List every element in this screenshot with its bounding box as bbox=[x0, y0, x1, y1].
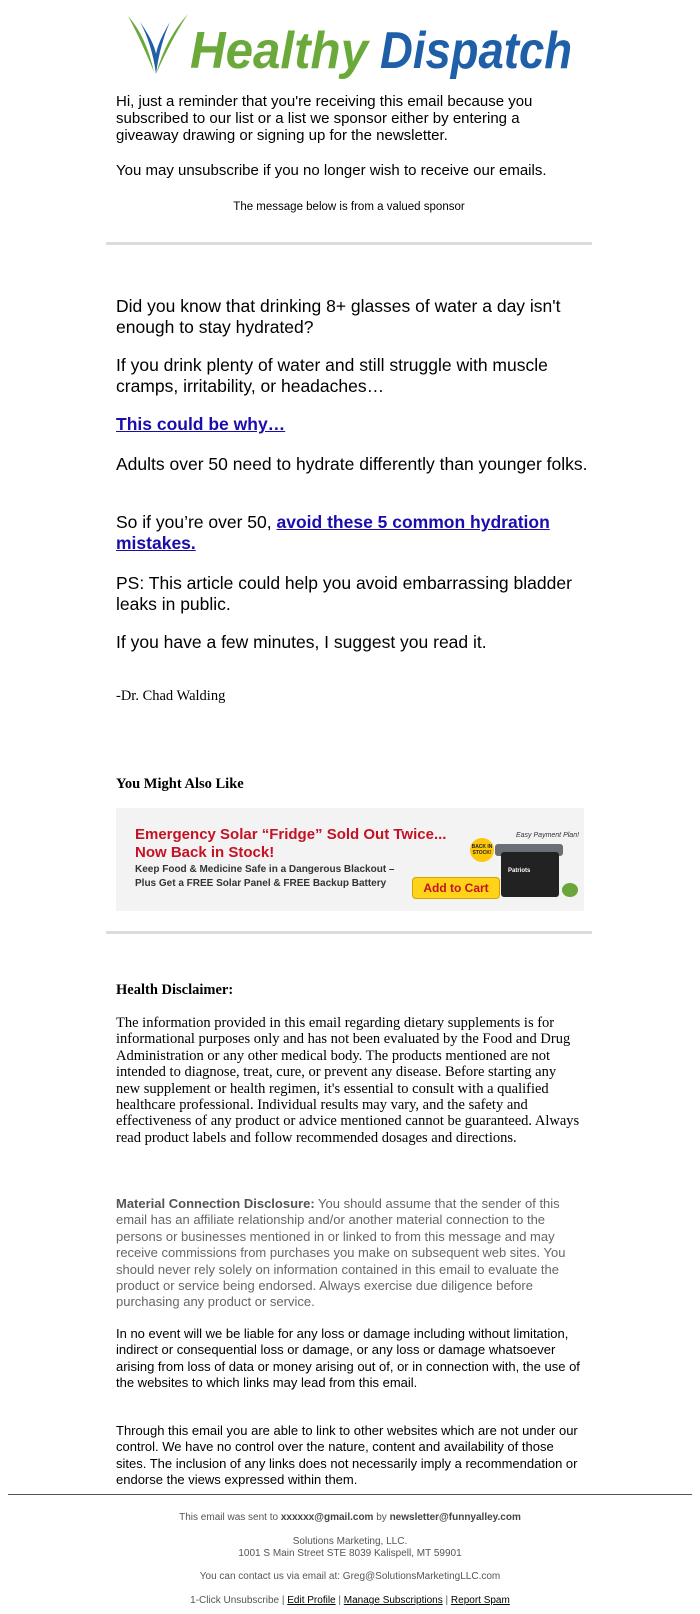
logo-mark bbox=[126, 8, 576, 86]
footer-by: by bbox=[376, 1512, 387, 1523]
message-link-line bbox=[116, 414, 596, 435]
report-spam-link[interactable]: Report Spam bbox=[450, 1595, 510, 1606]
health-disclaimer-body: The information provided in this email regarding dietary supplements is for informational purposes only and has not been evaluated by the Food and Drug Administration or any other medical body. The products mentioned are not intended to diagnose, treat, cure, or prevent any disease. Before starting any new supplement or health regimen, it's essential to consult with a qualified healthcare professional. Individual results may vary, and the safety and effectiveness of any product or advice mentioned cannot be guaranteed. Always read product labels and follow recommended dosages and directions. bbox=[116, 1015, 580, 1146]
manage-subscriptions-link[interactable]: Manage Subscriptions bbox=[343, 1595, 443, 1606]
material-disclosure-text: You should assume that the sender of this email has an affiliate relationship and/or another material connection to the persons or businesses mentioned in or linked to from this message and may receive commissions from purchases you make on subsequent web sites. You should never rely solely on information contained in this email to evaluate the product or service being endorsed. Always exercise due diligence before purchasing any product or service. bbox=[116, 1196, 566, 1310]
message-line-4-prefix: So if you’re over 50, bbox=[116, 512, 272, 532]
one-click-unsubscribe[interactable]: 1-Click Unsubscribe bbox=[190, 1595, 280, 1606]
footer-sep-1: | bbox=[281, 1595, 285, 1606]
intro-block bbox=[116, 93, 581, 179]
footer-sep-2: | bbox=[338, 1595, 341, 1606]
footer-recipient: xxxxxx@gmail.com bbox=[280, 1512, 374, 1523]
message-ps: PS: This article could help you avoid embarrassing bladder leaks in public. bbox=[116, 573, 572, 614]
logo-word-dispatch: Dispatch bbox=[380, 22, 572, 80]
message-line-4 bbox=[116, 512, 596, 554]
footer-address: 1001 S Main Street STE 8039 Kalispell, MT 59901 bbox=[238, 1548, 462, 1559]
signoff: -Dr. Chad Walding bbox=[116, 688, 226, 704]
footer-contact: You can contact us via email at: Greg@SolutionsMarketingLLC.com bbox=[199, 1571, 501, 1582]
banner-payment-plan: Easy Payment Plan! bbox=[516, 832, 580, 839]
produce-image bbox=[562, 883, 578, 897]
footer-sent-prefix: This email was sent to bbox=[179, 1512, 279, 1523]
fridge-image bbox=[501, 852, 559, 897]
logo bbox=[126, 8, 576, 86]
footer-sep-3: | bbox=[445, 1595, 449, 1606]
this-could-be-why-link[interactable]: This could be why… bbox=[116, 414, 286, 434]
fridge-brand: Patriots bbox=[508, 868, 531, 874]
footer-links bbox=[0, 1595, 700, 1606]
banner-headline bbox=[135, 826, 446, 862]
liability-note: In no event will we be liable for any loss or damage including without limitation, indirect or consequential loss or damage, or any loss or damage whatsoever arising from loss of data or money arising out of, or in connection with, the use of the websites to which links may lead from this email. bbox=[116, 1326, 580, 1391]
message-line-2: If you drink plenty of water and still struggle with muscle cramps, irritability, or headaches… bbox=[116, 355, 548, 396]
message-line-6: If you have a few minutes, I suggest you read it. bbox=[116, 632, 487, 652]
sponsor-note: The message below is from a valued sponsor bbox=[233, 201, 465, 213]
message-line-3: Adults over 50 need to hydrate differently than younger folks. bbox=[116, 454, 588, 474]
hydration-mistakes-link[interactable]: avoid these 5 common hydration mistakes. bbox=[116, 512, 550, 553]
footer-sent-to bbox=[0, 1512, 700, 1523]
intro-reminder: Hi, just a reminder that you're receiving this email because you subscribed to our list or a list we sponsor either by entering a giveaway drawing or signing up for the newsletter. bbox=[116, 93, 533, 144]
message-line-1: Did you know that drinking 8+ glasses of water a day isn't enough to stay hydrated? bbox=[116, 296, 561, 337]
sponsor-banner[interactable] bbox=[116, 808, 584, 911]
also-like-title: You Might Also Like bbox=[116, 776, 244, 792]
logo-word-healthy: Healthy bbox=[190, 22, 371, 80]
external-links-note: Through this email you are able to link to other websites which are not under our control. We have no control over the nature, content and availability of those sites. The inclusion of any links does not necessarily imply a recommendation or endorse the views expressed within them. bbox=[116, 1423, 578, 1488]
back-in-stock-badge: BACK IN STOCK! bbox=[470, 838, 494, 862]
footer-divider bbox=[8, 1494, 692, 1495]
banner-subtext bbox=[135, 863, 395, 891]
banner-subtext-line-2: Plus Get a FREE Solar Panel & FREE Backup Battery bbox=[135, 878, 387, 889]
divider bbox=[106, 931, 592, 934]
edit-profile-link[interactable]: Edit Profile bbox=[287, 1595, 336, 1606]
divider bbox=[106, 242, 592, 245]
intro-unsubscribe-note: You may unsubscribe if you no longer wish to receive our emails. bbox=[116, 162, 547, 179]
add-to-cart-button[interactable]: Add to Cart bbox=[412, 877, 500, 899]
banner-headline-line-2: Now Back in Stock! bbox=[135, 844, 275, 861]
footer-company: Solutions Marketing, LLC. bbox=[292, 1536, 408, 1547]
health-disclaimer-title: Health Disclaimer: bbox=[116, 982, 234, 998]
banner-subtext-line-1: Keep Food & Medicine Safe in a Dangerous Blackout – bbox=[135, 864, 395, 875]
footer-sender: newsletter@funnyalley.com bbox=[389, 1512, 521, 1523]
material-connection-disclosure bbox=[116, 1196, 582, 1311]
banner-headline-line-1: Emergency Solar “Fridge” Sold Out Twice... bbox=[135, 826, 447, 843]
material-disclosure-label: Material Connection Disclosure: bbox=[116, 1196, 315, 1211]
